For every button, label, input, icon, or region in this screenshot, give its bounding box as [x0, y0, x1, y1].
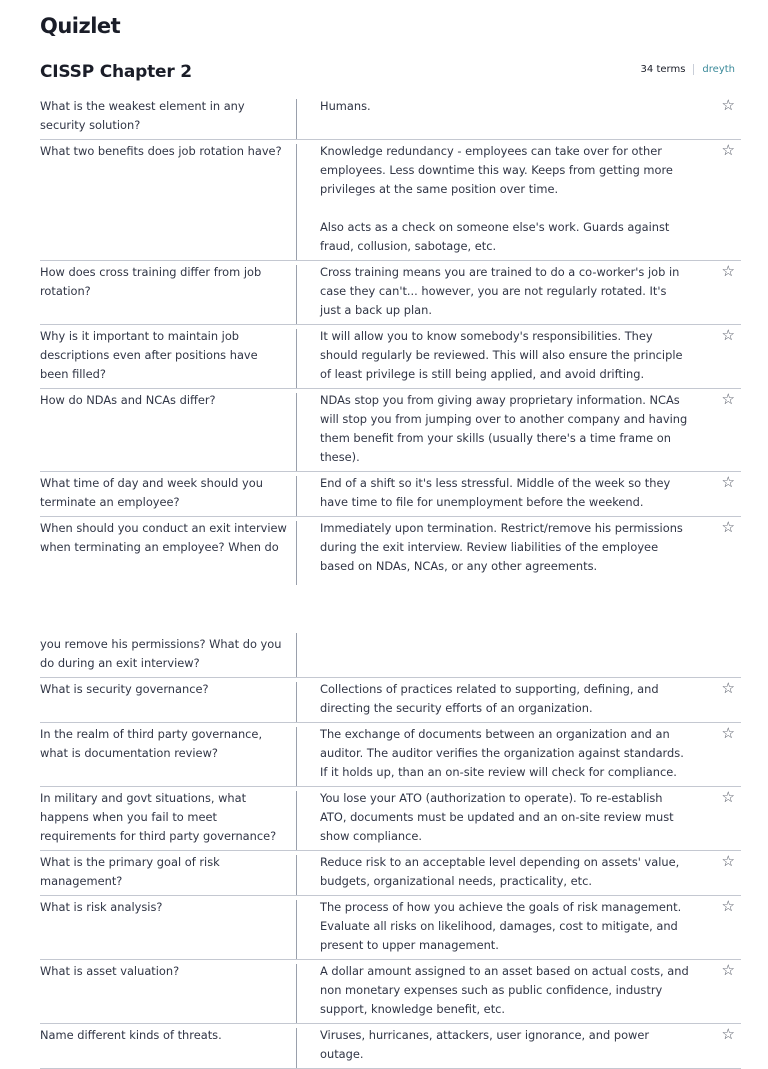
term-text: What time of day and week should you terminate an employee? [40, 476, 263, 509]
star-icon[interactable]: ☆ [721, 961, 735, 979]
column-divider [296, 1028, 297, 1068]
definition-text [320, 851, 690, 895]
term-row [40, 787, 741, 851]
term-row [40, 517, 741, 585]
definition-paragraph: You lose your ATO (authorization to operate). To re-establish ATO, documents must be updated and an on-site review must show compliance. [320, 791, 674, 843]
term-text: How does cross training differ from job rotation? [40, 265, 262, 298]
definition-text [320, 261, 690, 324]
term-row [40, 472, 741, 517]
definition-paragraph: Reduce risk to an acceptable level depending on assets' value, budgets, organizational needs, practicality, etc. [320, 855, 680, 888]
column-divider [296, 393, 297, 471]
star-icon[interactable]: ☆ [721, 852, 735, 870]
term-text: How do NDAs and NCAs differ? [40, 393, 216, 407]
term-text: Why is it important to maintain job descriptions even after positions have been filled? [40, 329, 258, 381]
definition-paragraph: Immediately upon termination. Restrict/remove his permissions during the exit interview. Review liabilities of the employee based on NDAs, NCAs, or any other agreements. [320, 521, 683, 573]
star-icon[interactable]: ☆ [721, 96, 735, 114]
set-meta [641, 64, 735, 75]
quizlet-logo[interactable]: Quizlet [40, 14, 121, 38]
term-text: What is the primary goal of risk management? [40, 855, 220, 888]
definition-text [320, 896, 690, 959]
term-row [40, 723, 741, 787]
term-row [40, 678, 741, 723]
column-divider [296, 476, 297, 516]
column-divider [296, 964, 297, 1023]
column-divider [296, 99, 297, 139]
column-divider [296, 144, 297, 260]
definition-text [320, 787, 690, 850]
term-text: What two benefits does job rotation have? [40, 144, 282, 158]
definition-paragraph: A dollar amount assigned to an asset based on actual costs, and non monetary expenses such as public confidence, industry support, knowledge benefit, etc. [320, 964, 689, 1016]
definition-text [320, 95, 690, 139]
definition-paragraph: It will allow you to know somebody's responsibilities. They should regularly be reviewed. This will also ensure the principle of least privilege is still being applied, and avoid drifting. [320, 329, 683, 381]
term-list [40, 95, 741, 1069]
term-text: What is asset valuation? [40, 964, 180, 978]
term-row [40, 95, 741, 140]
term-text: What is security governance? [40, 682, 209, 696]
page-break [40, 585, 741, 633]
term-text: you remove his permissions? What do you do during an exit interview? [40, 637, 282, 670]
definition-text [320, 325, 690, 388]
term-text: In military and govt situations, what happens when you fail to meet requirements for third party governance? [40, 791, 277, 843]
definition-text [320, 633, 690, 677]
term-row [40, 261, 741, 325]
term-text: What is the weakest element in any security solution? [40, 99, 245, 132]
definition-paragraph: End of a shift so it's less stressful. Middle of the week so they have time to file for unemployment before the weekend. [320, 476, 671, 509]
definition-text [320, 140, 690, 260]
term-row [40, 1024, 741, 1069]
column-divider [296, 329, 297, 388]
term-row [40, 633, 741, 678]
terms-count: 34 terms [641, 64, 695, 75]
definition-paragraph: Knowledge redundancy - employees can take over for other employees. Less downtime this way. Keeps from getting more privileges at the same position over time. [320, 144, 673, 196]
star-icon[interactable]: ☆ [721, 897, 735, 915]
definition-text [320, 723, 690, 786]
definition-paragraph: Also acts as a check on someone else's work. Guards against fraud, collusion, sabotage, etc. [320, 220, 670, 253]
term-text: When should you conduct an exit interview when terminating an employee? When do [40, 521, 287, 554]
definition-text [320, 678, 690, 722]
definition-paragraph: Cross training means you are trained to do a co-worker's job in case they can't... however, you are not regularly rotated. It's just a back up plan. [320, 265, 680, 317]
definition-text [320, 517, 690, 585]
definition-paragraph: The exchange of documents between an organization and an auditor. The auditor verifies the organization against standards. If it holds up, than an on-site review will check for compliance. [320, 727, 684, 779]
definition-text [320, 472, 690, 516]
column-divider [296, 791, 297, 850]
definition-paragraph: Collections of practices related to supporting, defining, and directing the security efforts of an organization. [320, 682, 659, 715]
column-divider [296, 265, 297, 324]
star-icon[interactable]: ☆ [721, 518, 735, 536]
column-divider [296, 855, 297, 895]
definition-text [320, 960, 690, 1023]
star-icon[interactable]: ☆ [721, 788, 735, 806]
definition-paragraph: Humans. [320, 99, 371, 113]
definition-paragraph: The process of how you achieve the goals of risk management. Evaluate all risks on likelihood, damages, cost to mitigate, and present to upper management. [320, 900, 682, 952]
term-row [40, 896, 741, 960]
column-divider [296, 900, 297, 959]
term-row [40, 960, 741, 1024]
creator-link[interactable]: dreyth [702, 64, 735, 75]
term-row [40, 140, 741, 261]
term-row [40, 851, 741, 896]
column-divider [296, 633, 297, 677]
star-icon[interactable]: ☆ [721, 679, 735, 697]
star-icon[interactable]: ☆ [721, 724, 735, 742]
term-text: Name different kinds of threats. [40, 1028, 222, 1042]
column-divider [296, 521, 297, 585]
set-title: CISSP Chapter 2 [40, 62, 192, 82]
star-icon[interactable]: ☆ [721, 473, 735, 491]
term-text: What is risk analysis? [40, 900, 163, 914]
star-icon[interactable]: ☆ [721, 326, 735, 344]
star-icon[interactable]: ☆ [721, 390, 735, 408]
definition-text [320, 1024, 690, 1068]
star-icon[interactable]: ☆ [721, 262, 735, 280]
term-row [40, 325, 741, 389]
definition-text [320, 389, 690, 471]
term-text: In the realm of third party governance, what is documentation review? [40, 727, 263, 760]
term-row [40, 389, 741, 472]
column-divider [296, 727, 297, 786]
star-icon[interactable]: ☆ [721, 141, 735, 159]
definition-paragraph: NDAs stop you from giving away proprietary information. NCAs will stop you from jumping over to another company and having them benefit from your skills (usually there's a time frame on these). [320, 393, 688, 464]
star-icon[interactable]: ☆ [721, 1025, 735, 1043]
definition-paragraph: Viruses, hurricanes, attackers, user ignorance, and power outage. [320, 1028, 650, 1061]
column-divider [296, 682, 297, 722]
